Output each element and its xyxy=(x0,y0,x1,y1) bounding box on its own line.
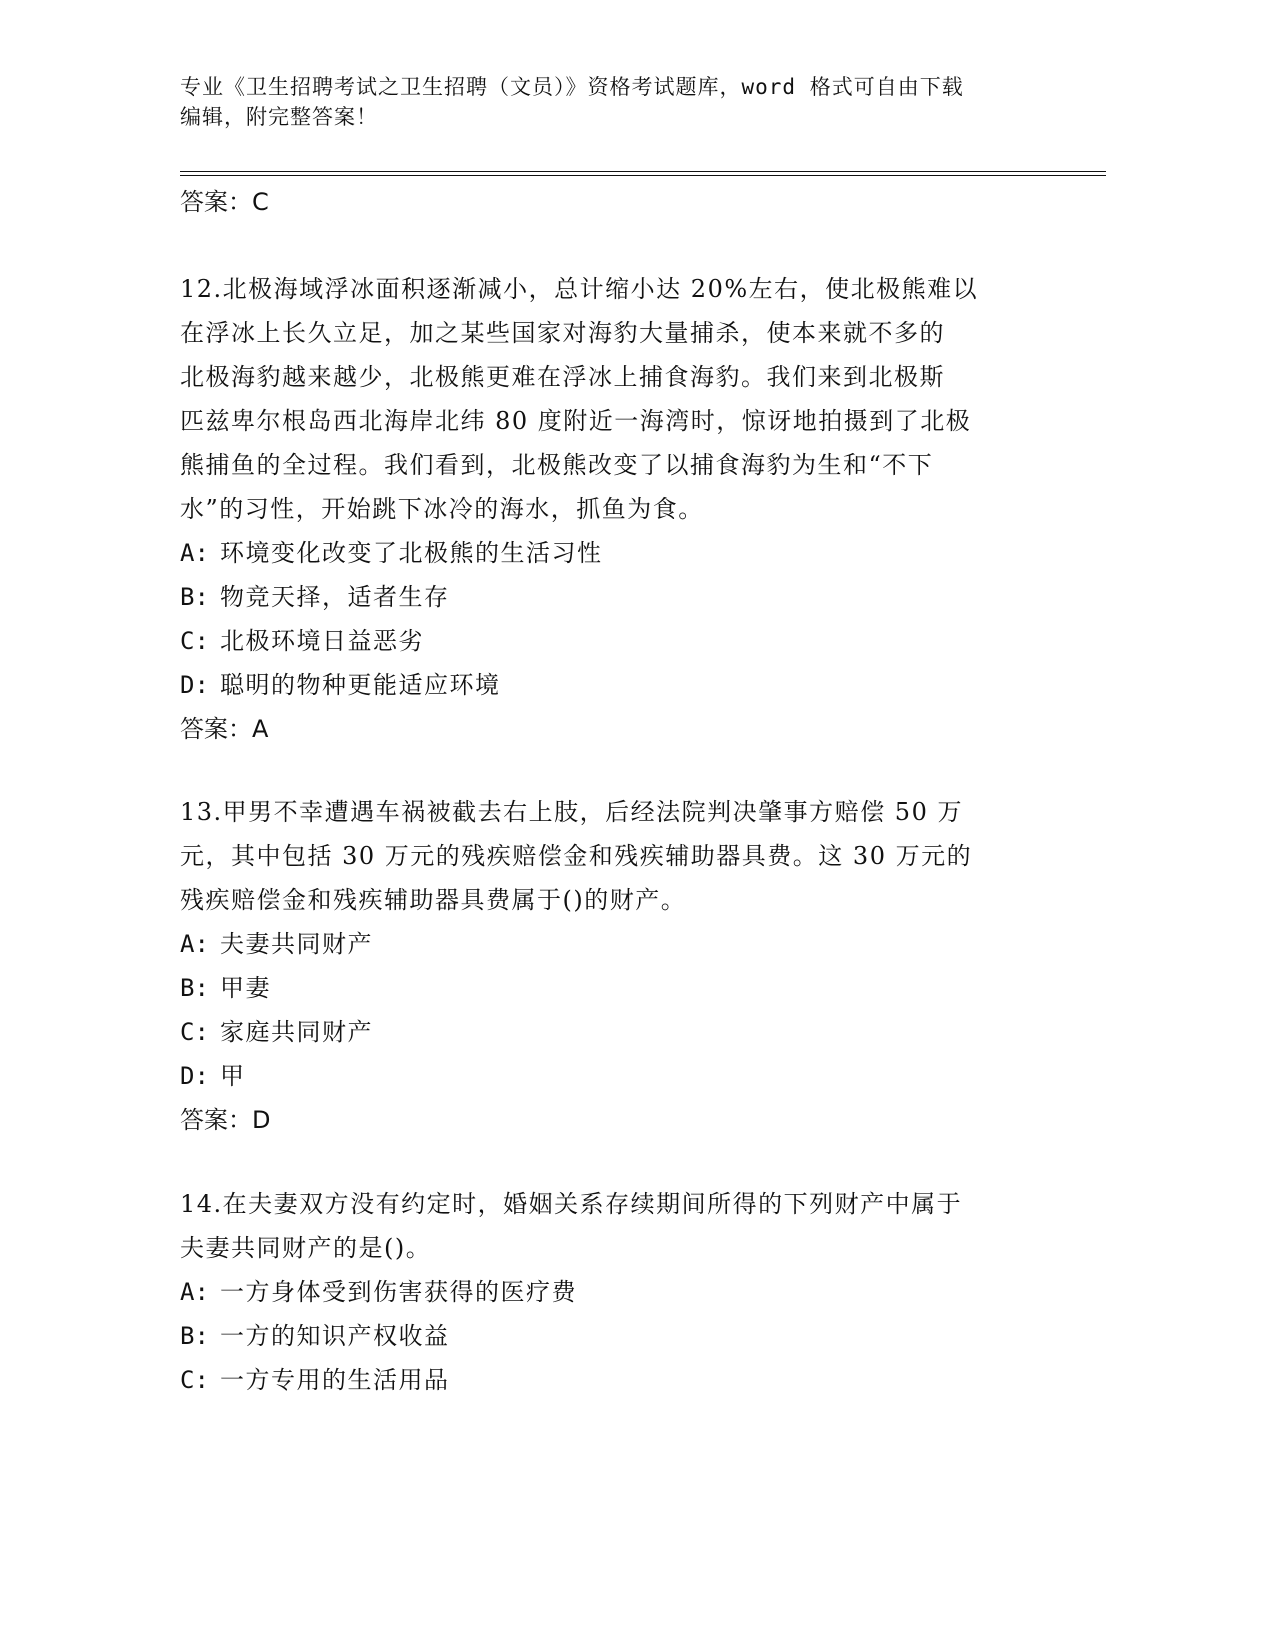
option-letter: C: xyxy=(180,627,209,655)
option-letter: B: xyxy=(180,974,209,1002)
question-12 xyxy=(180,267,1040,751)
answer-block-11 xyxy=(180,180,1040,224)
option-c xyxy=(180,619,1040,663)
question-13 xyxy=(180,790,1040,1142)
question-line: 匹兹卑尔根岛西北海岸北纬 80 度附近一海湾时，惊讶地拍摄到了北极 xyxy=(180,407,972,435)
option-text: 环境变化改变了北极熊的生活习性 xyxy=(220,539,603,567)
header-rule-top xyxy=(180,171,1106,172)
question-line: 14.在夫妻双方没有约定时，婚姻关系存续期间所得的下列财产中属于 xyxy=(180,1190,963,1218)
option-text: 北极环境日益恶劣 xyxy=(220,627,424,655)
option-text: 一方身体受到伤害获得的医疗费 xyxy=(220,1278,577,1306)
question-line: 12.北极海域浮冰面积逐渐减小，总计缩小达 20%左右，使北极熊难以 xyxy=(180,275,979,303)
option-letter: A: xyxy=(180,539,209,567)
question-line: 13.甲男不幸遭遇车祸被截去右上肢，后经法院判决肇事方赔偿 50 万 xyxy=(180,798,963,826)
header-line-1: 专业《卫生招聘考试之卫生招聘（文员）》资格考试题库，word 格式可自由下载 xyxy=(180,75,964,99)
question-line: 夫妻共同财产的是()。 xyxy=(180,1234,432,1262)
option-d xyxy=(180,663,1040,707)
option-d xyxy=(180,1054,1040,1098)
option-text: 夫妻共同财产 xyxy=(220,930,373,958)
question-line: 在浮冰上长久立足，加之某些国家对海豹大量捕杀，使本来就不多的 xyxy=(180,319,945,347)
option-text: 甲 xyxy=(220,1062,246,1090)
option-letter: C: xyxy=(180,1018,209,1046)
option-a xyxy=(180,1270,1040,1314)
option-text: 聪明的物种更能适应环境 xyxy=(220,671,501,699)
option-b xyxy=(180,575,1040,619)
question-14 xyxy=(180,1182,1040,1402)
option-text: 家庭共同财产 xyxy=(220,1018,373,1046)
header-line-2: 编辑，附完整答案！ xyxy=(180,105,378,129)
question-line: 残疾赔偿金和残疾辅助器具费属于()的财产。 xyxy=(180,886,687,914)
option-a xyxy=(180,922,1040,966)
option-letter: B: xyxy=(180,1322,209,1350)
header-rule-bottom xyxy=(180,175,1106,176)
answer-text: 答案：A xyxy=(180,715,269,743)
question-line: 熊捕鱼的全过程。我们看到，北极熊改变了以捕食海豹为生和“不下 xyxy=(180,451,934,479)
option-text: 一方的知识产权收益 xyxy=(220,1322,450,1350)
option-letter: A: xyxy=(180,930,209,958)
option-a xyxy=(180,531,1040,575)
option-letter: D: xyxy=(180,671,209,699)
answer-text: 答案：C xyxy=(180,188,269,216)
answer-text: 答案：D xyxy=(180,1106,271,1134)
question-line: 北极海豹越来越少，北极熊更难在浮冰上捕食海豹。我们来到北极斯 xyxy=(180,363,945,391)
option-b xyxy=(180,1314,1040,1358)
question-line: 水”的习性，开始跳下冰冷的海水，抓鱼为食。 xyxy=(180,495,704,523)
option-text: 甲妻 xyxy=(220,974,271,1002)
option-text: 物竞天择，适者生存 xyxy=(220,583,450,611)
option-c xyxy=(180,1010,1040,1054)
option-letter: A: xyxy=(180,1278,209,1306)
option-letter: C: xyxy=(180,1366,209,1394)
option-letter: B: xyxy=(180,583,209,611)
question-line: 元，其中包括 30 万元的残疾赔偿金和残疾辅助器具费。这 30 万元的 xyxy=(180,842,973,870)
option-c xyxy=(180,1358,1040,1402)
document-header xyxy=(180,72,1040,132)
option-b xyxy=(180,966,1040,1010)
option-letter: D: xyxy=(180,1062,209,1090)
option-text: 一方专用的生活用品 xyxy=(220,1366,450,1394)
